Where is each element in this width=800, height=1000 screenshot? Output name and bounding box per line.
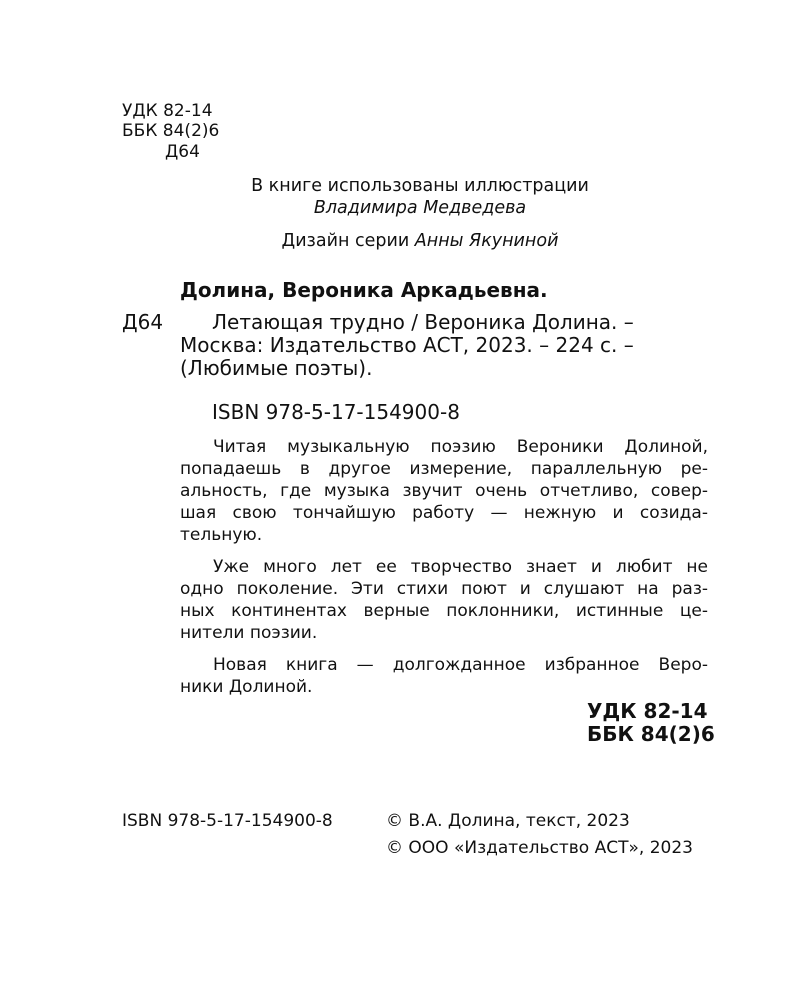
- copyright-publisher: © ООО «Издательство АСТ», 2023: [386, 838, 693, 858]
- series-design-prefix: Дизайн серии: [281, 231, 410, 251]
- copyright-text: © В.А. Долина, текст, 2023: [386, 811, 630, 831]
- annotation-line: шая свою тончайшую работу — нежную и созида-: [180, 503, 708, 523]
- annotation-line: Новая книга — долгожданное избранное Веро-: [213, 655, 708, 675]
- annotation-line: альность, где музыка звучит очень отчетливо, совер-: [180, 481, 708, 501]
- udk-code-bold: УДК 82-14: [587, 699, 708, 723]
- bbk-code: ББК 84(2)6: [122, 121, 220, 141]
- bibliographic-sign: Д64: [122, 310, 164, 334]
- annotation-line: попадаешь в другое измерение, параллельную ре-: [180, 459, 708, 479]
- bibliographic-isbn: ISBN 978-5-17-154900-8: [212, 400, 460, 424]
- udk-code: УДК 82-14: [122, 101, 213, 121]
- annotation-paragraph: [180, 436, 708, 546]
- bibliographic-series-line: (Любимые поэты).: [180, 356, 373, 380]
- annotation: [180, 436, 708, 708]
- annotation-paragraph: [180, 654, 708, 698]
- illustrations-credit: [150, 175, 690, 219]
- annotation-line: ники Долиной.: [180, 677, 313, 697]
- annotation-line: нители поэзии.: [180, 623, 318, 643]
- annotation-line: ных континентах верные поклонники, истинные це-: [180, 601, 708, 621]
- illustrations-credit-line: В книге использованы иллюстрации: [251, 176, 589, 196]
- bbk-code-bold: ББК 84(2)6: [587, 722, 715, 746]
- author-heading: Долина, Вероника Аркадьевна.: [180, 278, 548, 302]
- annotation-line: Уже много лет ее творчество знает и любит не: [213, 557, 708, 577]
- series-design-credit: [150, 230, 690, 252]
- author-sign: Д64: [165, 142, 200, 162]
- footer-isbn: ISBN 978-5-17-154900-8: [122, 811, 333, 831]
- annotation-line: тельную.: [180, 525, 263, 545]
- annotation-line: Читая музыкальную поэзию Вероники Долиной,: [213, 437, 708, 457]
- bibliographic-publisher-line: Москва: Издательство АСТ, 2023. – 224 с. –: [180, 333, 634, 357]
- bibliographic-title-line: Летающая трудно / Вероника Долина. –: [212, 310, 634, 334]
- annotation-paragraph: [180, 556, 708, 644]
- illustrator-name: Владимира Медведева: [313, 198, 527, 218]
- series-designer-name: Анны Якуниной: [414, 231, 559, 251]
- annotation-line: одно поколение. Эти стихи поют и слушают на раз-: [180, 579, 708, 599]
